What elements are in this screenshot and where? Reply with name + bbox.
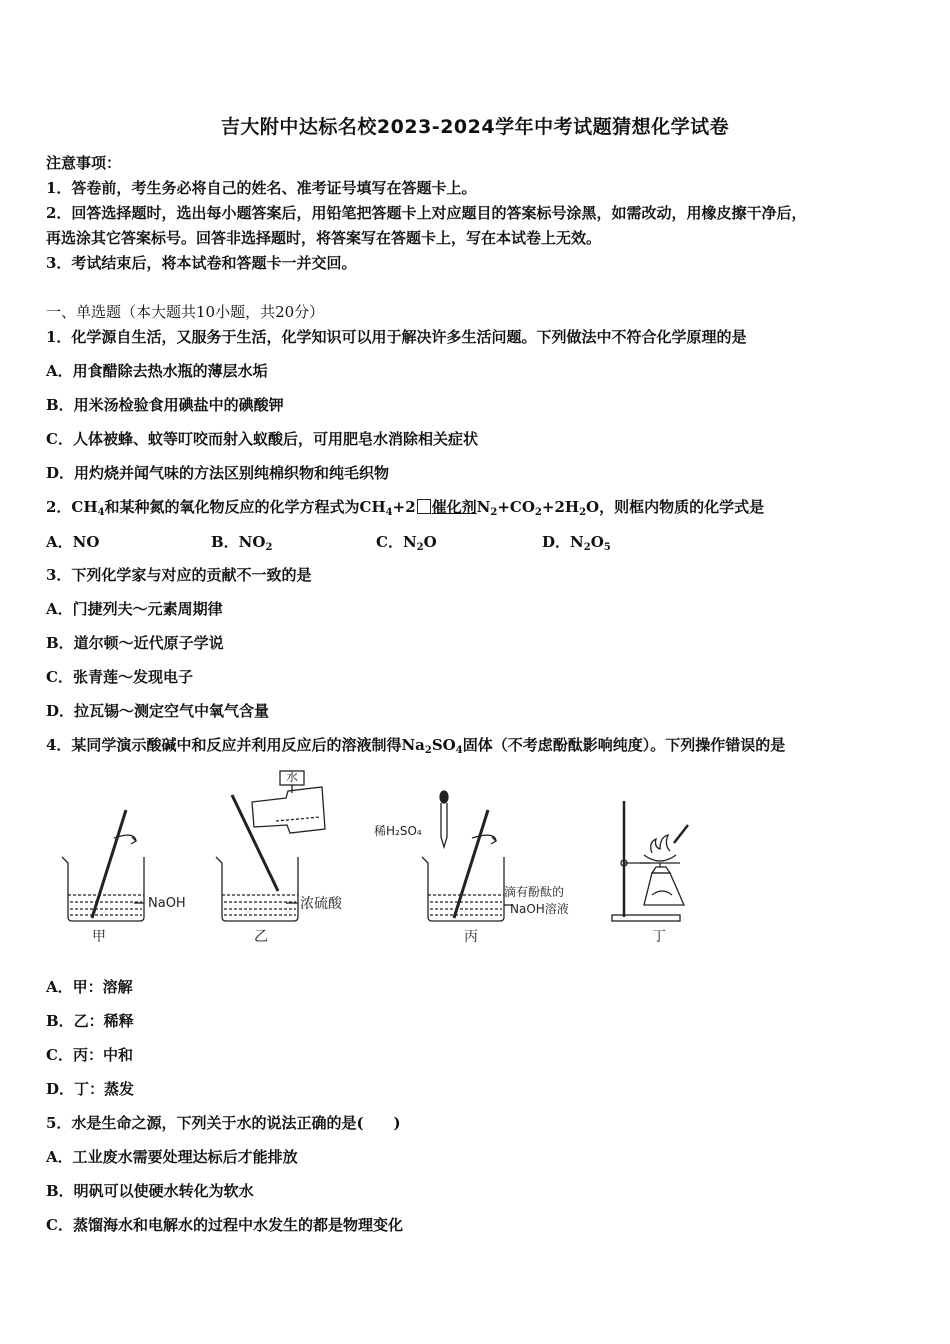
lab-figure	[40, 765, 700, 950]
label-phenolphthalein: 滴有酚酞的	[504, 885, 565, 899]
catalyst-label: 催化剂	[431, 498, 477, 516]
label-water: 水	[286, 770, 299, 784]
q1-option-c: C．人体被蜂、蚊等叮咬而射入蚁酸后，可用肥皂水消除相关症状	[46, 430, 478, 448]
q4-option-d: D．丁：蒸发	[46, 1080, 135, 1098]
answer-box	[417, 499, 431, 514]
label-naoh: NaOH	[148, 896, 186, 911]
q3-option-a: A．门捷列夫～元素周期律	[46, 600, 223, 618]
q2-option-a: A．NO	[46, 533, 100, 551]
notice-item-2b: 再选涂其它答案标号。回答非选择题时，将答案写在答题卡上，写在本试卷上无效。	[46, 229, 602, 247]
q1-stem: 1．化学源自生活，又服务于生活，化学知识可以用于解决许多生活问题。下列做法中不符合化学原理的是	[46, 328, 747, 346]
q4-option-b: B．乙：稀释	[46, 1012, 134, 1030]
notice-item-2a: 2．回答选择题时，选出每小题答案后，用铅笔把答题卡上对应题目的答案标号涂黑，如需改动，用橡皮擦干净后，	[46, 204, 807, 222]
q2-option-d: D．$N_2O_5$	[542, 533, 611, 553]
label-ding: 丁	[652, 929, 666, 945]
evaporation-setup	[612, 801, 688, 921]
q4-option-a: A．甲：溶解	[46, 978, 133, 996]
q1-option-b: B．用米汤检验食用碘盐中的碘酸钾	[46, 396, 284, 414]
q3-stem: 3．下列化学家与对应的贡献不一致的是	[46, 566, 312, 584]
beaker-jia	[62, 810, 144, 921]
q2-option-b: B．$NO_2$	[211, 533, 273, 553]
q3-option-c: C．张青莲～发现电子	[46, 668, 193, 686]
q5-option-b: B．明矾可以使硬水转化为软水	[46, 1182, 254, 1200]
notice-heading: 注意事项：	[46, 154, 122, 172]
label-naoh-solution: NaOH溶液	[510, 902, 569, 916]
label-yi: 乙	[254, 929, 268, 945]
q1-option-d: D．用灼烧并闻气味的方法区别纯棉织物和纯毛织物	[46, 464, 390, 482]
label-jia: 甲	[92, 929, 106, 945]
q2-option-c: C．$N_2O$	[376, 533, 437, 553]
label-bing: 丙	[464, 929, 478, 945]
q4-option-c: C．丙：中和	[46, 1046, 133, 1064]
q5-option-a: A．工业废水需要处理达标后才能排放	[46, 1148, 298, 1166]
beaker-bing	[422, 791, 512, 921]
page-title: 吉大附中达标名校2023-2024学年中考试题猜想化学试卷	[220, 116, 730, 138]
q3-option-b: B．道尔顿～近代原子学说	[46, 634, 224, 652]
q4-stem: 4．某同学演示酸碱中和反应并利用反应后的溶液制得$Na_2SO_4$固体（不考虑酚酞影响纯度）。下列操作错误的是	[46, 736, 786, 756]
notice-item-1: 1．答卷前，考生务必将自己的姓名、准考证号填写在答题卡上。	[46, 179, 477, 197]
notice-item-3: 3．考试结束后，将本试卷和答题卡一并交回。	[46, 254, 357, 272]
section-heading: 一、单选题（本大题共10小题，共20分）	[46, 303, 325, 321]
q5-stem: 5．水是生命之源，下列关于水的说法正确的是( )	[46, 1114, 401, 1132]
q2-stem: 2．$CH_4$和某种氮的氧化物反应的化学方程式为$CH_4+2$ 催化剂$N_2+CO_2+2H_2O$，则框内物质的化学式是	[46, 498, 765, 518]
label-dilute-acid: 稀H₂SO₄	[374, 824, 422, 838]
label-conc-acid: 浓硫酸	[300, 896, 342, 912]
q1-option-a: A．用食醋除去热水瓶的薄层水垢	[46, 362, 268, 380]
q3-option-d: D．拉瓦锡～测定空气中氧气含量	[46, 702, 270, 720]
q5-option-c: C．蒸馏海水和电解水的过程中水发生的都是物理变化	[46, 1216, 403, 1234]
